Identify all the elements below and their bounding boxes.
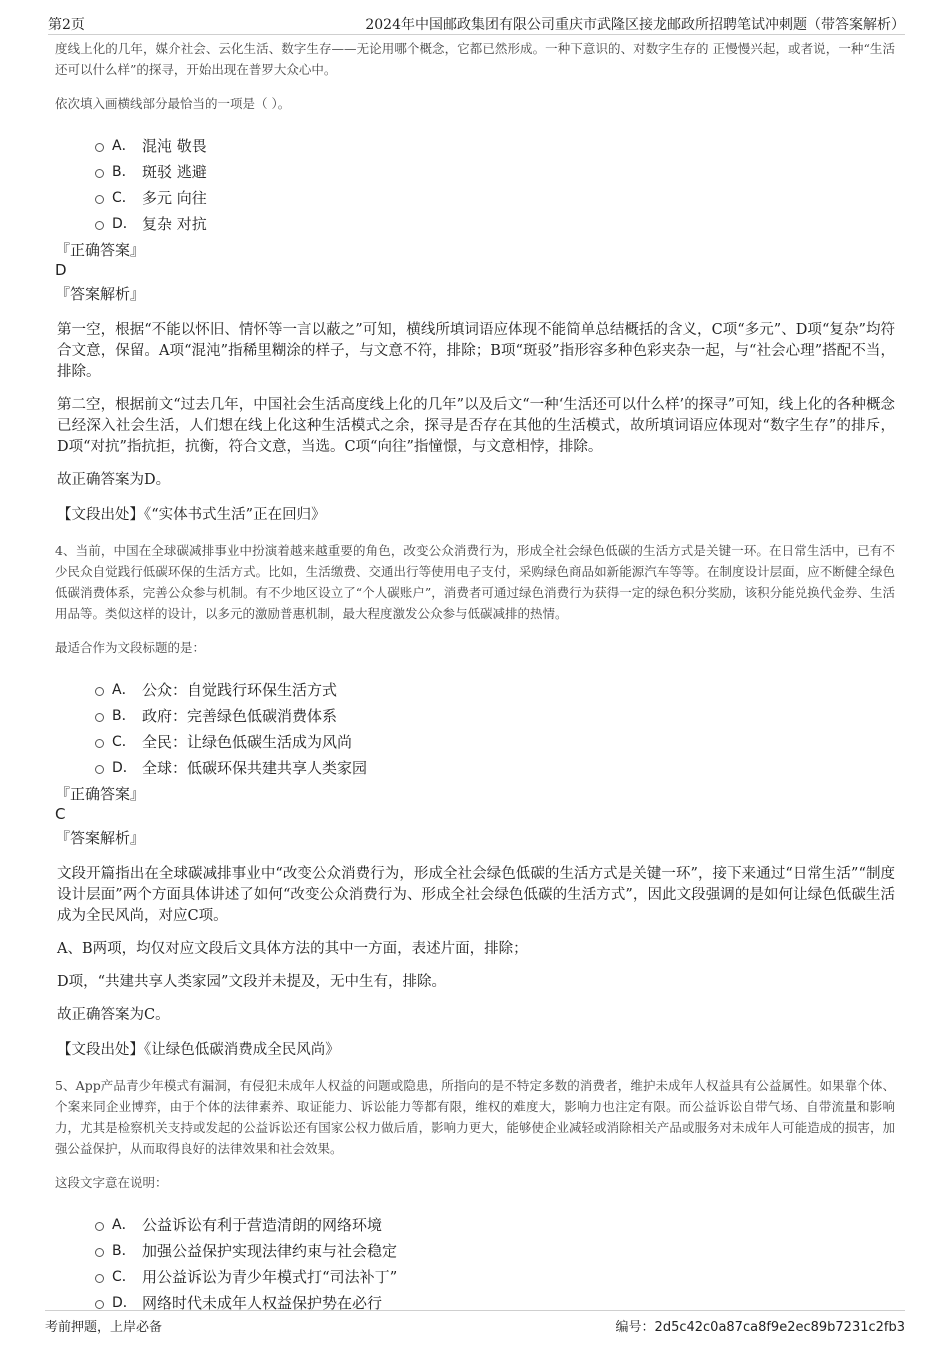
q5-passage: 5、App产品青少年模式有漏洞，有侵犯未成年人权益的问题或隐患，所指向的是不特定多数的消费者，维护未成年人权益具有公益属性。如果靠个体、个案来同企业博弈，由于个体的法律素养、取证能力、诉讼能力等都有限，维权的难度大，影响力也注定有限。而公益诉讼自带气场、自带流量和影响力，尤其是检察机关支持或发起的公益诉讼还有国家公权力做后盾，影响力更大，能够使企业减轻或消除相关产品或服务对未成年人可能造成的损害，加强公益保护，从而取得良好的法律效果和社会效果。 xyxy=(55,1078,895,1156)
q3-explanation-2: 第二空，根据前文“过去几年，中国社会生活高度线上化的几年”以及后文“一种‘生活还可以什么样’的探寻”可知，线上化的各种概念已经深入社会生活，人们想在线上化这种生活模式之余，探寻是否存在其他的生活模式，故所填词语应体现对“数字生存”的排斥，D项“对抗”指抗拒，抗衡，符合文意，当选。C项“向往”指憧憬，与文意相悖，排除。 xyxy=(57,397,895,455)
q4-explanation-1: 文段开篇指出在全球碳减排事业中“改变公众消费行为，形成全社会绿色低碳的生活方式是关键一环”，接下来通过“日常生活”“制度设计层面”两个方面具体讲述了如何“改变公众消费行为、形成全社会绿色低碳的生活方式”，因此文段强调的是如何让绿色低碳生活成为全民风尚，对应C项。 xyxy=(57,866,895,924)
q3-option-a[interactable]: A． 混沌 敬畏 xyxy=(95,132,895,158)
page-footer xyxy=(45,1310,905,1337)
radio-icon[interactable] xyxy=(95,169,104,178)
q4-prompt: 最适合作为文段标题的是： xyxy=(55,640,206,655)
option-text: 加强公益保护实现法律约束与社会稳定 xyxy=(142,1241,398,1260)
q3-option-d[interactable]: D． 复杂 对抗 xyxy=(95,210,895,236)
q3-source: 【文段出处】《“实体书式生活”正在回归》 xyxy=(57,507,326,523)
q5-option-a[interactable]: A． 公益诉讼有利于营造清朗的网络环境 xyxy=(95,1211,895,1237)
q3-analysis-label: 『答案解析』 xyxy=(55,285,146,303)
q4-source: 【文段出处】《让绿色低碳消费成全民风尚》 xyxy=(57,1042,340,1058)
radio-icon[interactable] xyxy=(95,687,104,696)
q3-option-c[interactable]: C． 多元 向往 xyxy=(95,184,895,210)
radio-icon[interactable] xyxy=(95,765,104,774)
option-text: 多元 向往 xyxy=(142,188,207,207)
q4-answer-label: 『正确答案』 xyxy=(55,785,146,803)
q3-option-b[interactable]: B． 斑驳 逃避 xyxy=(95,158,895,184)
radio-icon[interactable] xyxy=(95,1248,104,1257)
code-label: 编号： xyxy=(615,1320,655,1335)
radio-icon[interactable] xyxy=(95,713,104,722)
page-content xyxy=(55,38,895,1315)
q4-option-d[interactable]: D． 全球：低碳环保共建共享人类家园 xyxy=(95,754,895,780)
q5-prompt: 这段文字意在说明： xyxy=(55,1175,168,1190)
radio-icon[interactable] xyxy=(95,143,104,152)
radio-icon[interactable] xyxy=(95,1300,104,1309)
q4-explanation-2: A、B两项，均仅对应文段后文具体方法的其中一方面，表述片面，排除； xyxy=(57,941,528,957)
footer-slogan: 考前押题，上岸必备 xyxy=(45,1320,163,1335)
q4-options xyxy=(95,676,895,780)
radio-icon[interactable] xyxy=(95,221,104,230)
q4-option-c[interactable]: C． 全民：让绿色低碳生活成为风尚 xyxy=(95,728,895,754)
q4-conclusion: 故正确答案为C。 xyxy=(57,1007,170,1023)
option-text: 用公益诉讼为青少年模式打“司法补丁” xyxy=(142,1267,398,1286)
radio-icon[interactable] xyxy=(95,195,104,204)
option-text: 复杂 对抗 xyxy=(142,214,207,233)
code-value: 2d5c42c0a87ca8f9e2ec89b7231c2fb3 xyxy=(654,1320,905,1335)
q3-prompt: 依次填入画横线部分最恰当的一项是（ ）。 xyxy=(55,96,291,111)
q5-option-c[interactable]: C． 用公益诉讼为青少年模式打“司法补丁” xyxy=(95,1263,895,1289)
option-text: 网络时代未成年人权益保护势在必行 xyxy=(142,1293,383,1312)
q3-answer-label: 『正确答案』 xyxy=(55,241,146,259)
option-text: 公众：自觉践行环保生活方式 xyxy=(142,680,338,699)
option-text: 政府：完善绿色低碳消费体系 xyxy=(142,706,338,725)
q4-option-b[interactable]: B． 政府：完善绿色低碳消费体系 xyxy=(95,702,895,728)
option-text: 公益诉讼有利于营造清朗的网络环境 xyxy=(142,1215,383,1234)
option-text: 全民：让绿色低碳生活成为风尚 xyxy=(142,732,353,751)
q4-answer: C xyxy=(55,805,66,823)
option-text: 斑驳 逃避 xyxy=(142,162,207,181)
q3-conclusion: 故正确答案为D。 xyxy=(57,472,171,488)
q3-answer: D xyxy=(55,261,67,279)
page-header xyxy=(48,12,905,35)
option-text: 全球：低碳环保共建共享人类家园 xyxy=(142,758,368,777)
radio-icon[interactable] xyxy=(95,739,104,748)
q4-passage: 4、当前，中国在全球碳减排事业中扮演着越来越重要的角色，改变公众消费行为，形成全社会绿色低碳的生活方式是关键一环。在日常生活中，已有不少民众自觉践行低碳环保的生活方式。比如，生活缴费、交通出行等使用电子支付，采购绿色商品如新能源汽车等等。在制度设计层面，应不断健全绿色低碳消费体系，完善公众参与机制。有不少地区设立了“个人碳账户”，消费者可通过绿色消费行为获得一定的绿色积分奖励，该积分能兑换代金券、生活用品等。类似这样的设计，以多元的激励普惠机制，最大程度激发公众参与低碳减排的热情。 xyxy=(55,543,895,621)
q5-options xyxy=(95,1211,895,1315)
radio-icon[interactable] xyxy=(95,1274,104,1283)
q4-explanation-3: D项，“共建共享人类家园”文段并未提及，无中生有，排除。 xyxy=(57,974,446,990)
q5-option-d[interactable]: D． 网络时代未成年人权益保护势在必行 xyxy=(95,1289,895,1315)
q3-options xyxy=(95,132,895,236)
radio-icon[interactable] xyxy=(95,1222,104,1231)
page-number: 第2页 xyxy=(48,17,85,33)
q4-option-a[interactable]: A． 公众：自觉践行环保生活方式 xyxy=(95,676,895,702)
document-title: 2024年中国邮政集团有限公司重庆市武隆区接龙邮政所招聘笔试冲刺题（带答案解析） xyxy=(365,17,905,33)
document-code xyxy=(616,1316,905,1335)
q3-explanation-1: 第一空，根据“不能以怀旧、情怀等一言以蔽之”可知，横线所填词语应体现不能简单总结概括的含义，C项“多元”、D项“复杂”均符合文意，保留。A项“混沌”指稀里糊涂的样子，与文意不符，排除；B项“斑驳”指形容多种色彩夹杂一起，与“社会心理”搭配不当，排除。 xyxy=(57,322,895,380)
q4-analysis-label: 『答案解析』 xyxy=(55,829,146,847)
option-text: 混沌 敬畏 xyxy=(142,136,207,155)
q3-passage-tail: 度线上化的几年，媒介社会、云化生活、数字生存——无论用哪个概念，它都已然形成。一种下意识的、对数字生存的 正慢慢兴起，或者说，一种“生活还可以什么样”的探寻，开始出现在普罗大众心中。 xyxy=(55,41,895,77)
q5-option-b[interactable]: B． 加强公益保护实现法律约束与社会稳定 xyxy=(95,1237,895,1263)
